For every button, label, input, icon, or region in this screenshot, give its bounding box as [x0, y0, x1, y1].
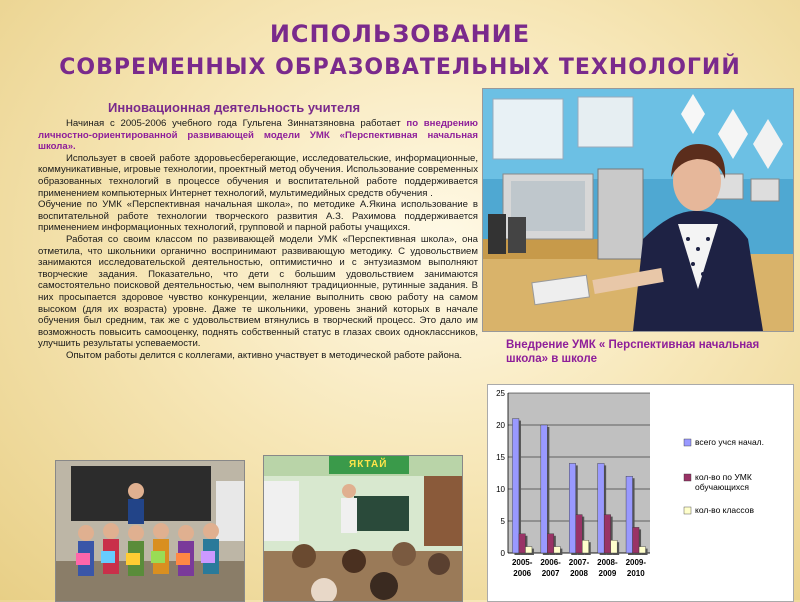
y-tick-label: 15: [496, 453, 505, 462]
legend-label: всего учся начал.: [695, 437, 765, 447]
pupils-photo: [55, 460, 245, 602]
x-tick-label: 2007-2008: [568, 558, 590, 578]
page-title-line2: СОВРЕМЕННЫХ ОБРАЗОВАТЕЛЬНЫХ ТЕХНОЛОГИЙ: [59, 55, 741, 80]
body-text: [38, 118, 478, 470]
bar-2: [576, 515, 583, 553]
bar-3: [611, 540, 618, 553]
pupils-photo-drawing: [56, 461, 244, 601]
y-tick-label: 10: [496, 485, 505, 494]
paragraph-1-accent: по внедрению личностно-ориентированной развивающей модели УМК «Перспективная начальная школа».: [38, 118, 478, 153]
legend-label: кол-во по УМК обучающихся: [695, 472, 752, 492]
x-tick-label: 2006-2007: [540, 558, 561, 578]
classroom-photo-drawing: [264, 456, 462, 601]
paragraph-1: [38, 118, 478, 153]
legend-swatch: [684, 474, 691, 481]
x-tick-label: 2009-2010: [625, 558, 647, 578]
bar-1: [626, 476, 633, 553]
bar-1: [512, 419, 519, 553]
paragraph-4: Работая со своим классом по развивающей модели УМК «Перспективная школа», она отметила, что школьники органично воспринимают развивающую методику. С удовольствием занимаются исследовательской деятельностью, оптимистично и с энтузиазмом выполняют творческие задания. Показательно, что дети с большим удовольствием занимаются самостоятельно поисковой деятельностью, чем выполняют традиционные, рутинные задания. В них просыпается здоровое чувство конкуренции, желание выполнить свою работу на самом высоком (для их возраста) уровне. Даже те школьники, уровень знаний которых в начале обучения был средним, так же с удовольствием втянулись в творческий процесс. Это дало им возможность повысить самооценку, поднять собственный статус в глазах своих одноклассников, улучшить результаты успеваемости.: [38, 233, 478, 350]
bar-1: [541, 425, 548, 553]
y-tick-label: 20: [496, 421, 505, 430]
paragraph-3: Обучение по УМК «Перспективная начальная школа», по методике А.Якина использование в воспитательной работе технологии творческого развития А.З. Рахимова поддерживается применением информационных технологий, групповой и парной работы учащихся.: [38, 199, 478, 234]
y-tick-label: 25: [496, 389, 505, 398]
bar-1: [569, 463, 576, 553]
x-tick-label: 2005-2006: [511, 558, 533, 578]
bar-3: [582, 540, 589, 553]
photo-caption: Внедрение УМК « Перспективная начальная школа» в школе: [506, 339, 760, 365]
bar-2: [519, 534, 526, 553]
chart-svg: [488, 385, 793, 601]
bar-2: [633, 527, 640, 553]
bar-1: [598, 463, 605, 553]
classroom-sign: ЯКТАЙ: [349, 459, 388, 470]
section-heading: Инновационная деятельность учителя: [108, 100, 361, 115]
paragraph-1-lead: Начиная с 2005-2006 учебного года Гульгена Зиннатзяновна работает: [66, 118, 407, 129]
y-tick-label: 5: [500, 517, 505, 526]
legend-swatch: [684, 507, 691, 514]
legend-swatch: [684, 439, 691, 446]
legend-label: кол-во классов: [695, 505, 754, 515]
umk-chart: [487, 384, 794, 602]
bar-3: [525, 547, 532, 553]
paragraph-2: Использует в своей работе здоровьесберегающие, исследовательские, информационные, коммуникативные, игровые технологии, проектный метод обучения. Использование современных образованных технологий в процессе обучения и воспитательной работе поддерживается применением компьютерных Интернет технологий, мультимедийных средств обучения .: [38, 152, 478, 199]
teacher-photo-drawing: [483, 89, 793, 331]
teacher-photo: [482, 88, 794, 332]
y-tick-label: 0: [500, 549, 505, 558]
paragraph-5: Опытом работы делится с коллегами, активно участвует в методической работе района.: [66, 349, 463, 361]
classroom-photo: [263, 455, 463, 602]
bar-3: [554, 547, 561, 553]
bar-2: [547, 534, 554, 553]
x-tick-label: 2008-2009: [597, 558, 618, 578]
page-title-line1: ИСПОЛЬЗОВАНИЕ: [269, 20, 531, 48]
bar-3: [639, 547, 646, 553]
bar-2: [604, 515, 611, 553]
